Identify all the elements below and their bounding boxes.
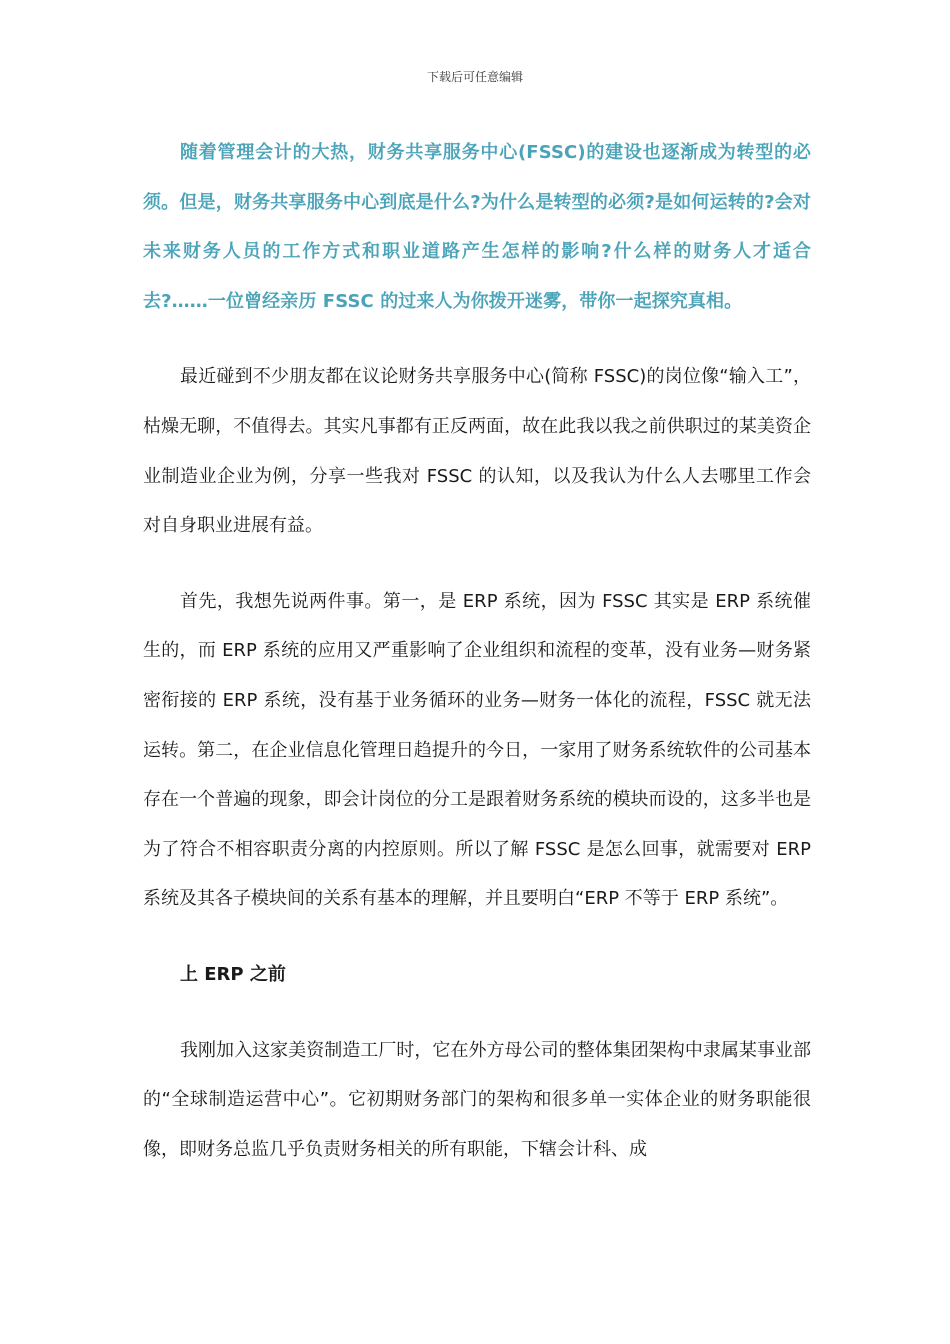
paragraph-2: 首先，我想先说两件事。第一，是 ERP 系统，因为 FSSC 其实是 ERP 系统催生的，而 ERP 系统的应用又严重影响了企业组织和流程的变革，没有业务—财务紧密衔接的 ERP 系统，没有基于业务循环的业务—财务一体化的流程，FSSC 就无法运转。第二，在企业信息化管理日趋提升的今日，一家用了财务系统软件的公司基本存在一个普遍的现象，即会计岗位的分工是跟着财务系统的模块而设的，这多半也是为了符合不相容职责分离的内控原则。所以了解 FSSC 是怎么回事，就需要对 ERP 系统及其各子模块间的关系有基本的理解，并且要明白“ERP 不等于 ERP 系统”。 <box>143 590 811 910</box>
paragraph-3: 我刚加入这家美资制造工厂时，它在外方母公司的整体集团架构中隶属某事业部的“全球制造运营中心”。它初期财务部门的架构和很多单一实体企业的财务职能很像，即财务总监几乎负责财务相关的所有职能，下辖会计科、成 <box>143 1039 811 1160</box>
paragraph-gap <box>143 551 811 577</box>
intro-paragraph: 随着管理会计的大热，财务共享服务中心(FSSC)的建设也逐渐成为转型的必须。但是，财务共享服务中心到底是什么?为什么是转型的必须?是如何运转的?会对未来财务人员的工作方式和职业道路产生怎样的影响?什么样的财务人才适合去?……一位曾经亲历 FSSC 的过来人为你拨开迷雾，带你一起探究真相。 <box>143 142 811 312</box>
paragraph-gap <box>143 326 811 352</box>
paragraph-1: 最近碰到不少朋友都在议论财务共享服务中心(简称 FSSC)的岗位像“输入工”，枯燥无聊，不值得去。其实凡事都有正反两面，故在此我以我之前供职过的某美资企业制造业企业为例，分享一些我对 FSSC 的认知，以及我认为什么人去哪里工作会对自身职业进展有益。 <box>143 366 811 537</box>
page-header: 下载后可任意编辑 <box>426 70 523 84</box>
section-title: 上 ERP 之前 <box>180 963 286 985</box>
paragraph-gap <box>143 1000 811 1026</box>
document-body <box>143 128 811 1174</box>
paragraph-gap <box>143 924 811 950</box>
